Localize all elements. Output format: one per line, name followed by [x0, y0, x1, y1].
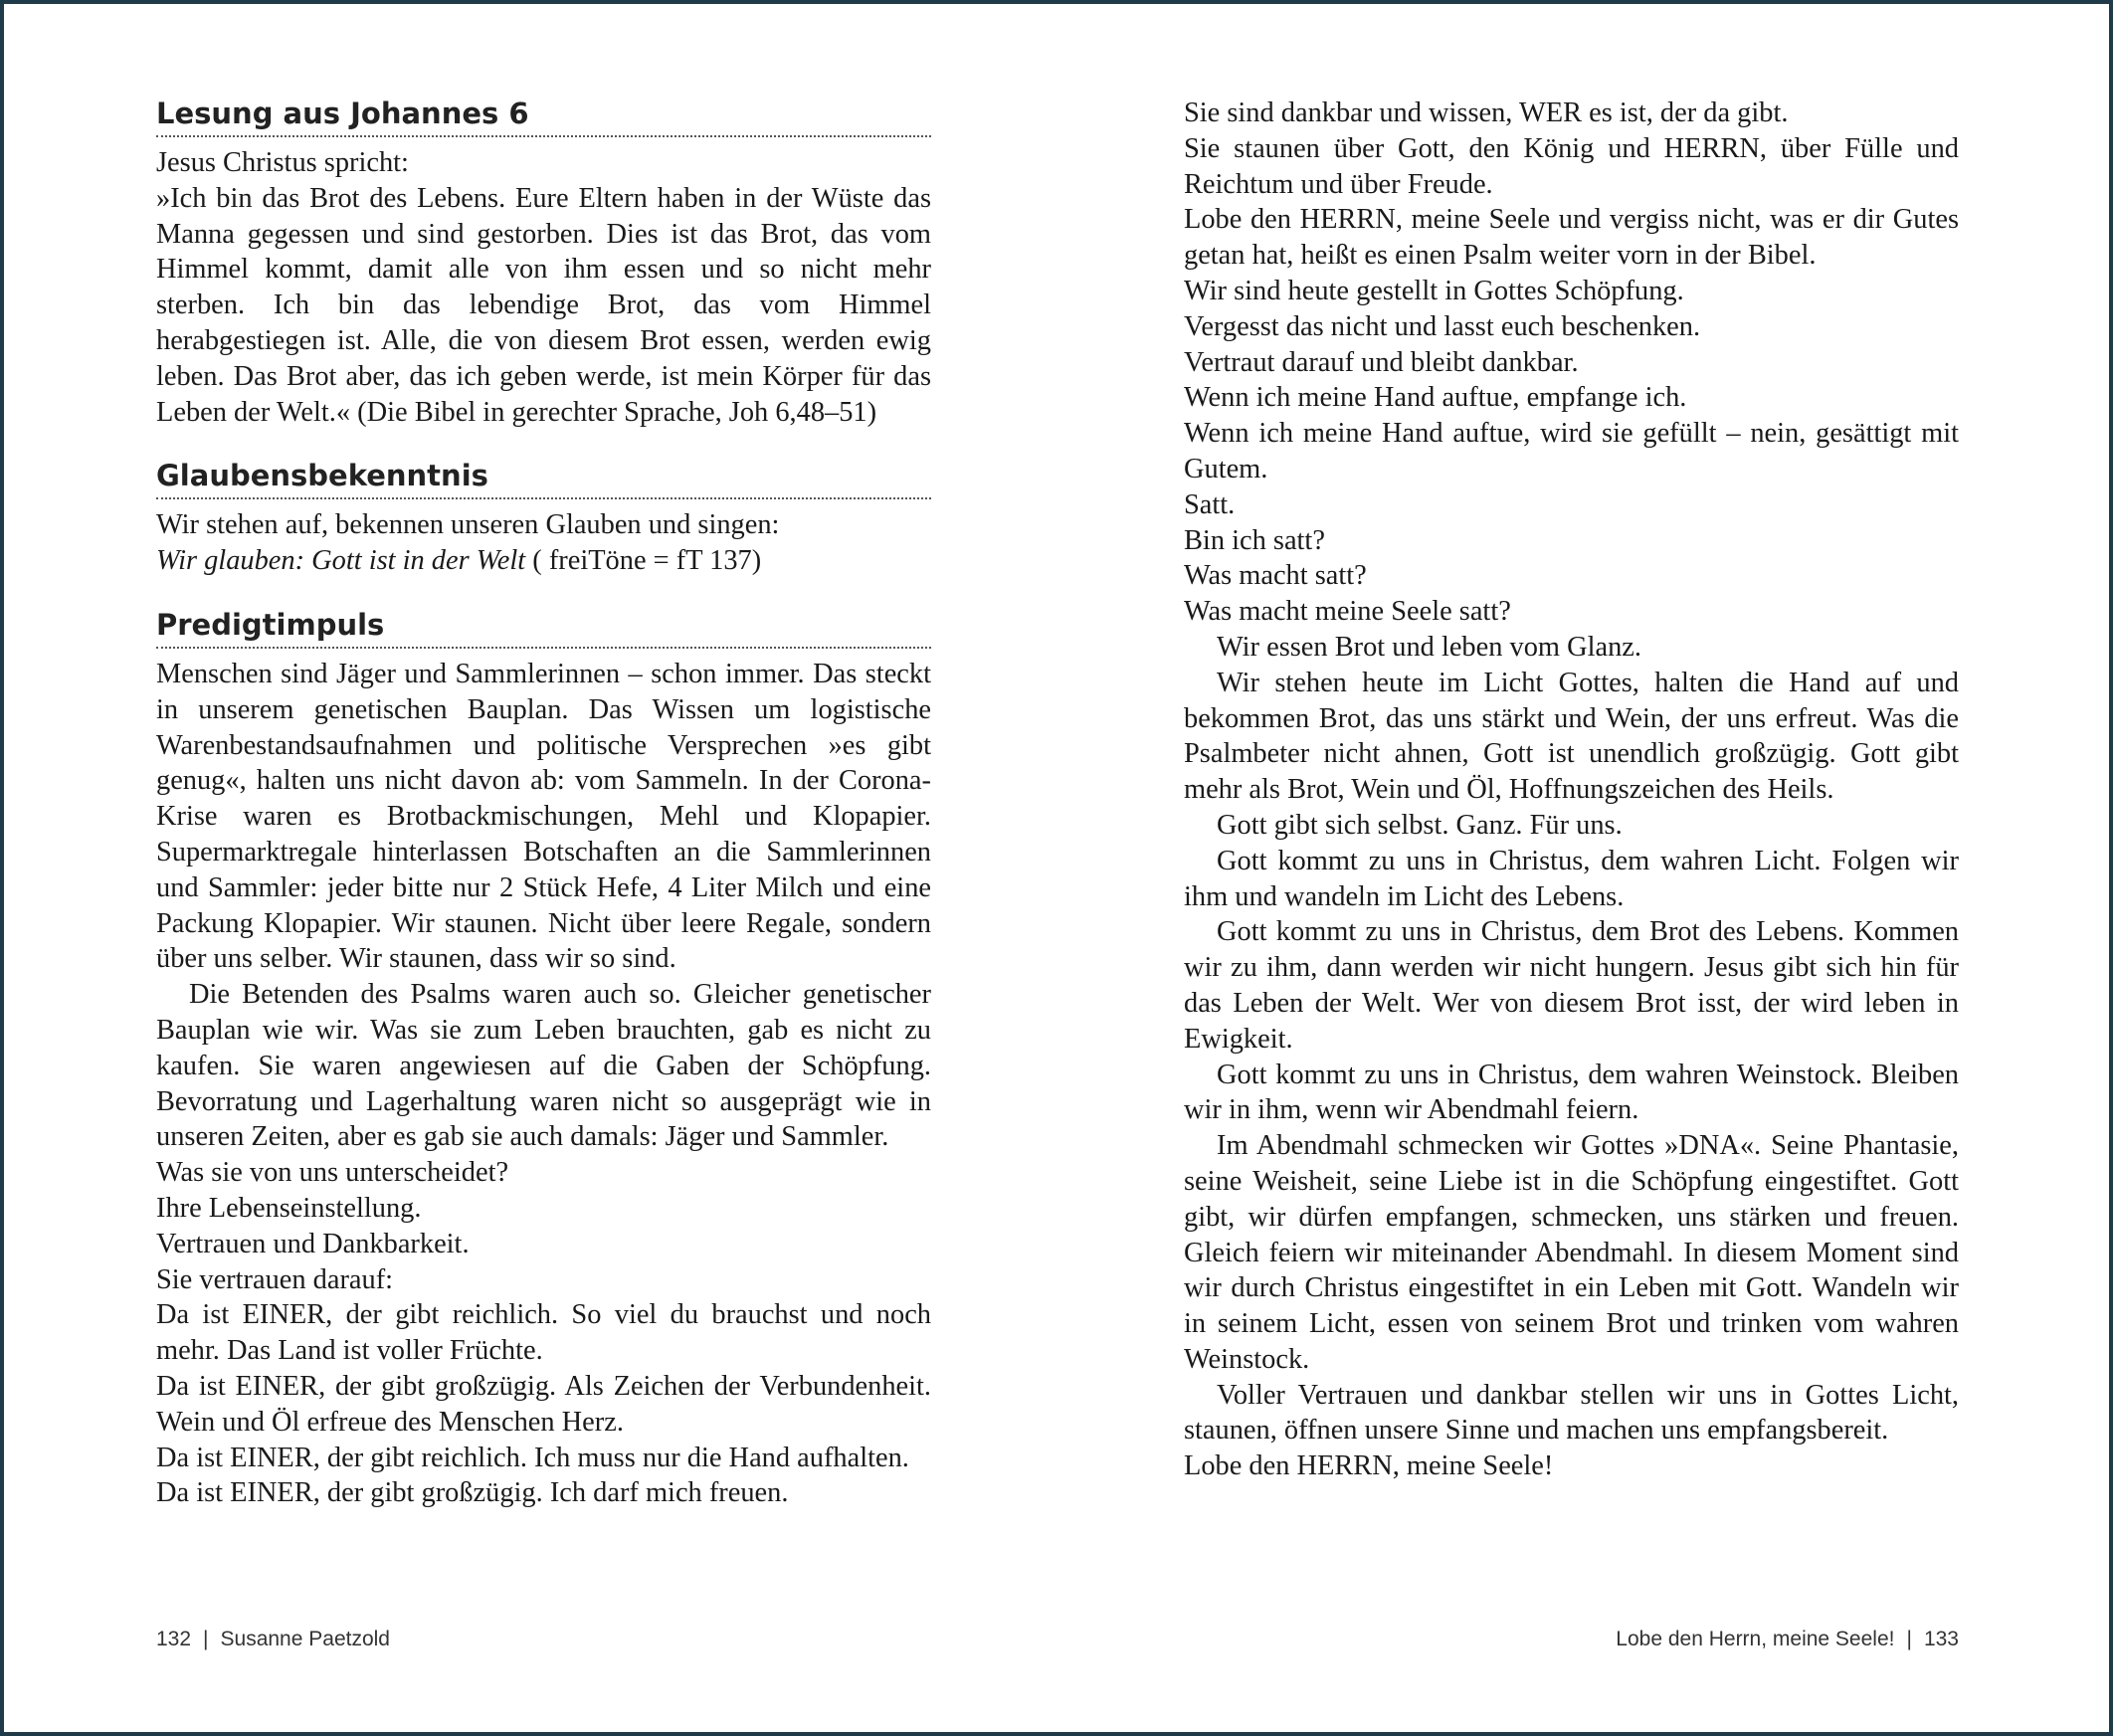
paragraph: Die Betenden des Psalms waren auch so. Gleicher genetischer Bauplan wie wir. Was sie zum Leben brauchten, gab es nicht zu kaufen. Sie waren angewiesen auf die Gaben der Schöpfung. Bevorratung und Lagerhaltung waren nicht so ausgeprägt wie in unseren Zeiten, aber es gab sie auch damals: Jäger und Sammler.	[156, 979, 931, 1153]
text-line: Da ist EINER, der gibt großzügig. Ich darf mich freuen.	[156, 1477, 789, 1509]
paragraph: Voller Vertrauen und dankbar stellen wir uns in Gottes Licht, staunen, öffnen unsere Sinne und machen uns empfangsbereit.	[1184, 1379, 1959, 1447]
right-page	[1056, 4, 2109, 1732]
paragraph: Menschen sind Jäger und Sammlerinnen – schon immer. Das steckt in unserem genetischen Bauplan. Das Wissen um logistische Warenbestandsaufnahmen und politische Versprechen »es gibt genug«, halten uns nicht davon ab: vom Sammeln. In der Corona-Krise waren es Brotbackmischungen, Mehl und Klopapier. Supermarktregale hinterlassen Botschaften an die Sammlerinnen und Sammler: jeder bitte nur 2 Stück Hefe, 4 Liter Milch und eine Packung Klopapier. Wir staunen. Nicht über leere Regale, sondern über uns selber. Wir staunen, dass wir so sind.	[156, 658, 931, 975]
text-line: Sie sind dankbar und wissen, WER es ist, der da gibt.	[1184, 97, 1789, 128]
footer-author: Susanne Paetzold	[220, 1628, 390, 1650]
section-heading: Glaubensbekenntnis	[156, 458, 931, 499]
text-line: Bin ich satt?	[1184, 524, 1325, 556]
section-heading: Lesung aus Johannes 6	[156, 96, 931, 137]
text-line: Sie vertrauen darauf:	[156, 1263, 394, 1295]
text-line: Da ist EINER, der gibt großzügig. Als Zeichen der Verbundenheit. Wein und Öl erfreue des Menschen Herz.	[156, 1370, 931, 1438]
text-line: Satt.	[1184, 488, 1236, 520]
section-heading: Predigtimpuls	[156, 607, 931, 649]
paragraph: Jesus Christus spricht:	[156, 147, 409, 178]
right-footer	[1616, 1628, 1959, 1651]
paragraph: Gott kommt zu uns in Christus, dem wahren Licht. Folgen wir ihm und wandeln im Licht des Lebens.	[1184, 845, 1959, 912]
paragraph: Wir stehen auf, bekennen unseren Glauben und singen:	[156, 509, 780, 541]
left-page	[4, 4, 1056, 1732]
right-text-column	[1184, 96, 1959, 1484]
text-line: Vertrauen und Dankbarkeit.	[156, 1228, 470, 1259]
text-line: Lobe den HERRN, meine Seele und vergiss nicht, was er dir Gutes getan hat, heißt es einen Psalm weiter vorn in der Bibel.	[1184, 204, 1959, 272]
text-line: Ihre Lebenseinstellung.	[156, 1192, 422, 1224]
text-line: Da ist EINER, der gibt reichlich. Ich muss nur die Hand aufhalten.	[156, 1442, 909, 1473]
text-line: Da ist EINER, der gibt reichlich. So viel du brauchst und noch mehr. Das Land ist voller Früchte.	[156, 1299, 931, 1367]
paragraph: Wir stehen heute im Licht Gottes, halten die Hand auf und bekommen Brot, das uns stärkt und Wein, der uns erfreut. Was die Psalmbeter nicht ahnen, Gott ist unendlich großzügig. Gott gibt mehr als Brot, Wein und Öl, Hoffnungszeichen des Heils.	[1184, 667, 1959, 806]
page-number: 132	[156, 1628, 192, 1650]
song-reference: ( freiTöne = fT 137)	[525, 545, 762, 577]
closing-line: Lobe den HERRN, meine Seele!	[1184, 1450, 1554, 1482]
left-text-column	[156, 96, 931, 1539]
paragraph: Gott kommt zu uns in Christus, dem wahren Weinstock. Bleiben wir in ihm, wenn wir Abendmahl feiern.	[1184, 1059, 1959, 1126]
song-line	[156, 543, 931, 579]
text-line: Was macht meine Seele satt?	[1184, 596, 1511, 628]
scripture-quote: »Ich bin das Brot des Lebens. Eure Eltern haben in der Wüste das Manna gegessen und sind gestorben. Dies ist das Brot, das vom Himmel kommt, damit alle von ihm essen und so nicht mehr sterben. Ich bin das lebendige Brot, das vom Himmel herabgestiegen ist. Alle, die von diesem Brot essen, werden ewig leben. Das Brot aber, das ich geben werde, ist mein Körper für das Leben der Welt.« (Die Bibel in gerechter Sprache, Joh 6,48–51)	[156, 182, 931, 428]
section-lesung	[156, 96, 931, 430]
paragraph: Im Abendmahl schmecken wir Gottes »DNA«. Seine Phantasie, seine Weisheit, seine Liebe ist in die Schöpfung eingestiftet. Gott gibt, wir dürfen empfangen, schmecken, uns stärken und freuen. Gleich feiern wir miteinander Abendmahl. In diesem Moment sind wir durch Christus eingestiftet in ein Leben mit Gott. Wandeln wir in seinem Licht, essen von seinem Brot und trinken vom wahren Weinstock.	[1184, 1130, 1959, 1375]
text-line: Sie staunen über Gott, den König und HERRN, über Fülle und Reichtum und über Freude.	[1184, 132, 1959, 200]
footer-separator: |	[203, 1628, 209, 1650]
paragraph: Gott gibt sich selbst. Ganz. Für uns.	[1217, 809, 1623, 841]
text-line: Vertraut darauf und bleibt dankbar.	[1184, 346, 1579, 378]
text-line: Was macht satt?	[1184, 560, 1367, 592]
text-line: Vergesst das nicht und lasst euch beschenken.	[1184, 310, 1701, 342]
footer-title: Lobe den Herrn, meine Seele!	[1616, 1628, 1895, 1650]
song-title: Wir glauben: Gott ist in der Welt	[156, 545, 526, 577]
text-line: Wenn ich meine Hand auftue, empfange ich.	[1184, 382, 1687, 414]
text-line: Wenn ich meine Hand auftue, wird sie gefüllt – nein, gesättigt mit Gutem.	[1184, 418, 1959, 484]
book-spread	[4, 4, 2109, 1732]
section-predigtimpuls	[156, 607, 931, 1511]
left-footer	[156, 1628, 390, 1651]
text-line: Was sie von uns unterscheidet?	[156, 1157, 509, 1189]
paragraph: Wir essen Brot und leben vom Glanz.	[1217, 631, 1641, 663]
page-number: 133	[1923, 1628, 1959, 1650]
footer-separator: |	[1906, 1628, 1912, 1650]
section-glaubensbekenntnis	[156, 458, 931, 579]
text-line: Wir sind heute gestellt in Gottes Schöpfung.	[1184, 275, 1684, 306]
paragraph: Gott kommt zu uns in Christus, dem Brot des Lebens. Kommen wir zu ihm, dann werden wir nicht hungern. Jesus gibt sich hin für das Leben der Welt. Wer von diesem Brot isst, der wird leben in Ewigkeit.	[1184, 916, 1959, 1055]
